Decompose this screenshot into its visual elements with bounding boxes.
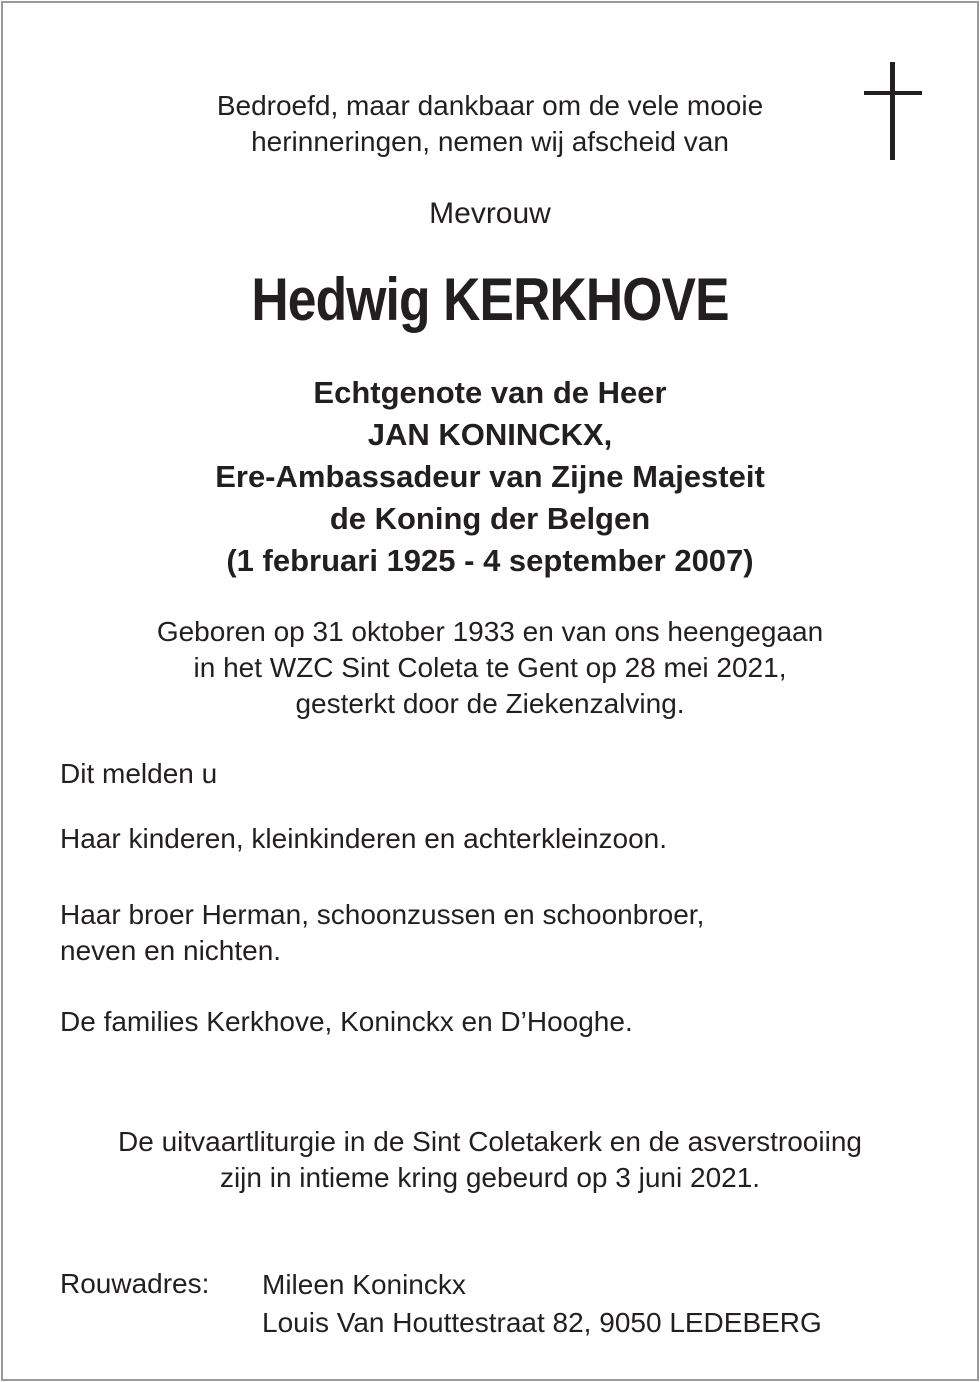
spouse-line: JAN KONINCKX, bbox=[367, 417, 613, 452]
birth-death-line: gesterkt door de Ziekenzalving. bbox=[295, 688, 685, 719]
intro-line: Bedroefd, maar dankbaar om de vele mooie bbox=[216, 90, 764, 121]
deceased-name: Hedwig KERKHOVE bbox=[251, 266, 729, 333]
funeral-line: zijn in intieme kring gebeurd op 3 juni 2021. bbox=[219, 1162, 761, 1193]
family-line: Haar broer Herman, schoonzussen en schoonbroer, bbox=[60, 899, 705, 930]
family-group-children: Haar kinderen, kleinkinderen en achterkleinzoon. bbox=[60, 823, 668, 854]
mourning-address bbox=[262, 1266, 822, 1342]
address-name: Mileen Koninckx bbox=[262, 1269, 466, 1300]
spouse-details bbox=[0, 372, 980, 582]
birth-death-line: Geboren op 31 oktober 1933 en van ons heengegaan bbox=[156, 616, 824, 647]
spouse-line: Ere-Ambassadeur van Zijne Majesteit bbox=[215, 459, 765, 494]
intro-line: herinneringen, nemen wij afscheid van bbox=[251, 126, 729, 157]
address-street: Louis Van Houttestraat 82, 9050 LEDEBERG bbox=[262, 1307, 822, 1338]
announcement: Dit melden u bbox=[60, 758, 218, 789]
address-label: Rouwadres: bbox=[60, 1268, 210, 1299]
funeral-line: De uitvaartliturgie in de Sint Coletakerk en de asverstrooiing bbox=[118, 1126, 862, 1157]
title-prefix: Mevrouw bbox=[429, 197, 551, 230]
funeral-info bbox=[0, 1124, 980, 1196]
intro-text bbox=[0, 88, 980, 160]
family-line: neven en nichten. bbox=[60, 935, 282, 966]
family-group-siblings bbox=[60, 897, 704, 969]
birth-death-line: in het WZC Sint Coleta te Gent op 28 mei 2021, bbox=[193, 652, 787, 683]
family-group-families: De families Kerkhove, Koninckx en D’Hooghe. bbox=[60, 1006, 633, 1037]
spouse-line: de Koning der Belgen bbox=[329, 501, 651, 536]
spouse-line: (1 februari 1925 - 4 september 2007) bbox=[226, 543, 754, 578]
spouse-line: Echtgenote van de Heer bbox=[313, 375, 667, 410]
birth-death-details bbox=[0, 614, 980, 722]
